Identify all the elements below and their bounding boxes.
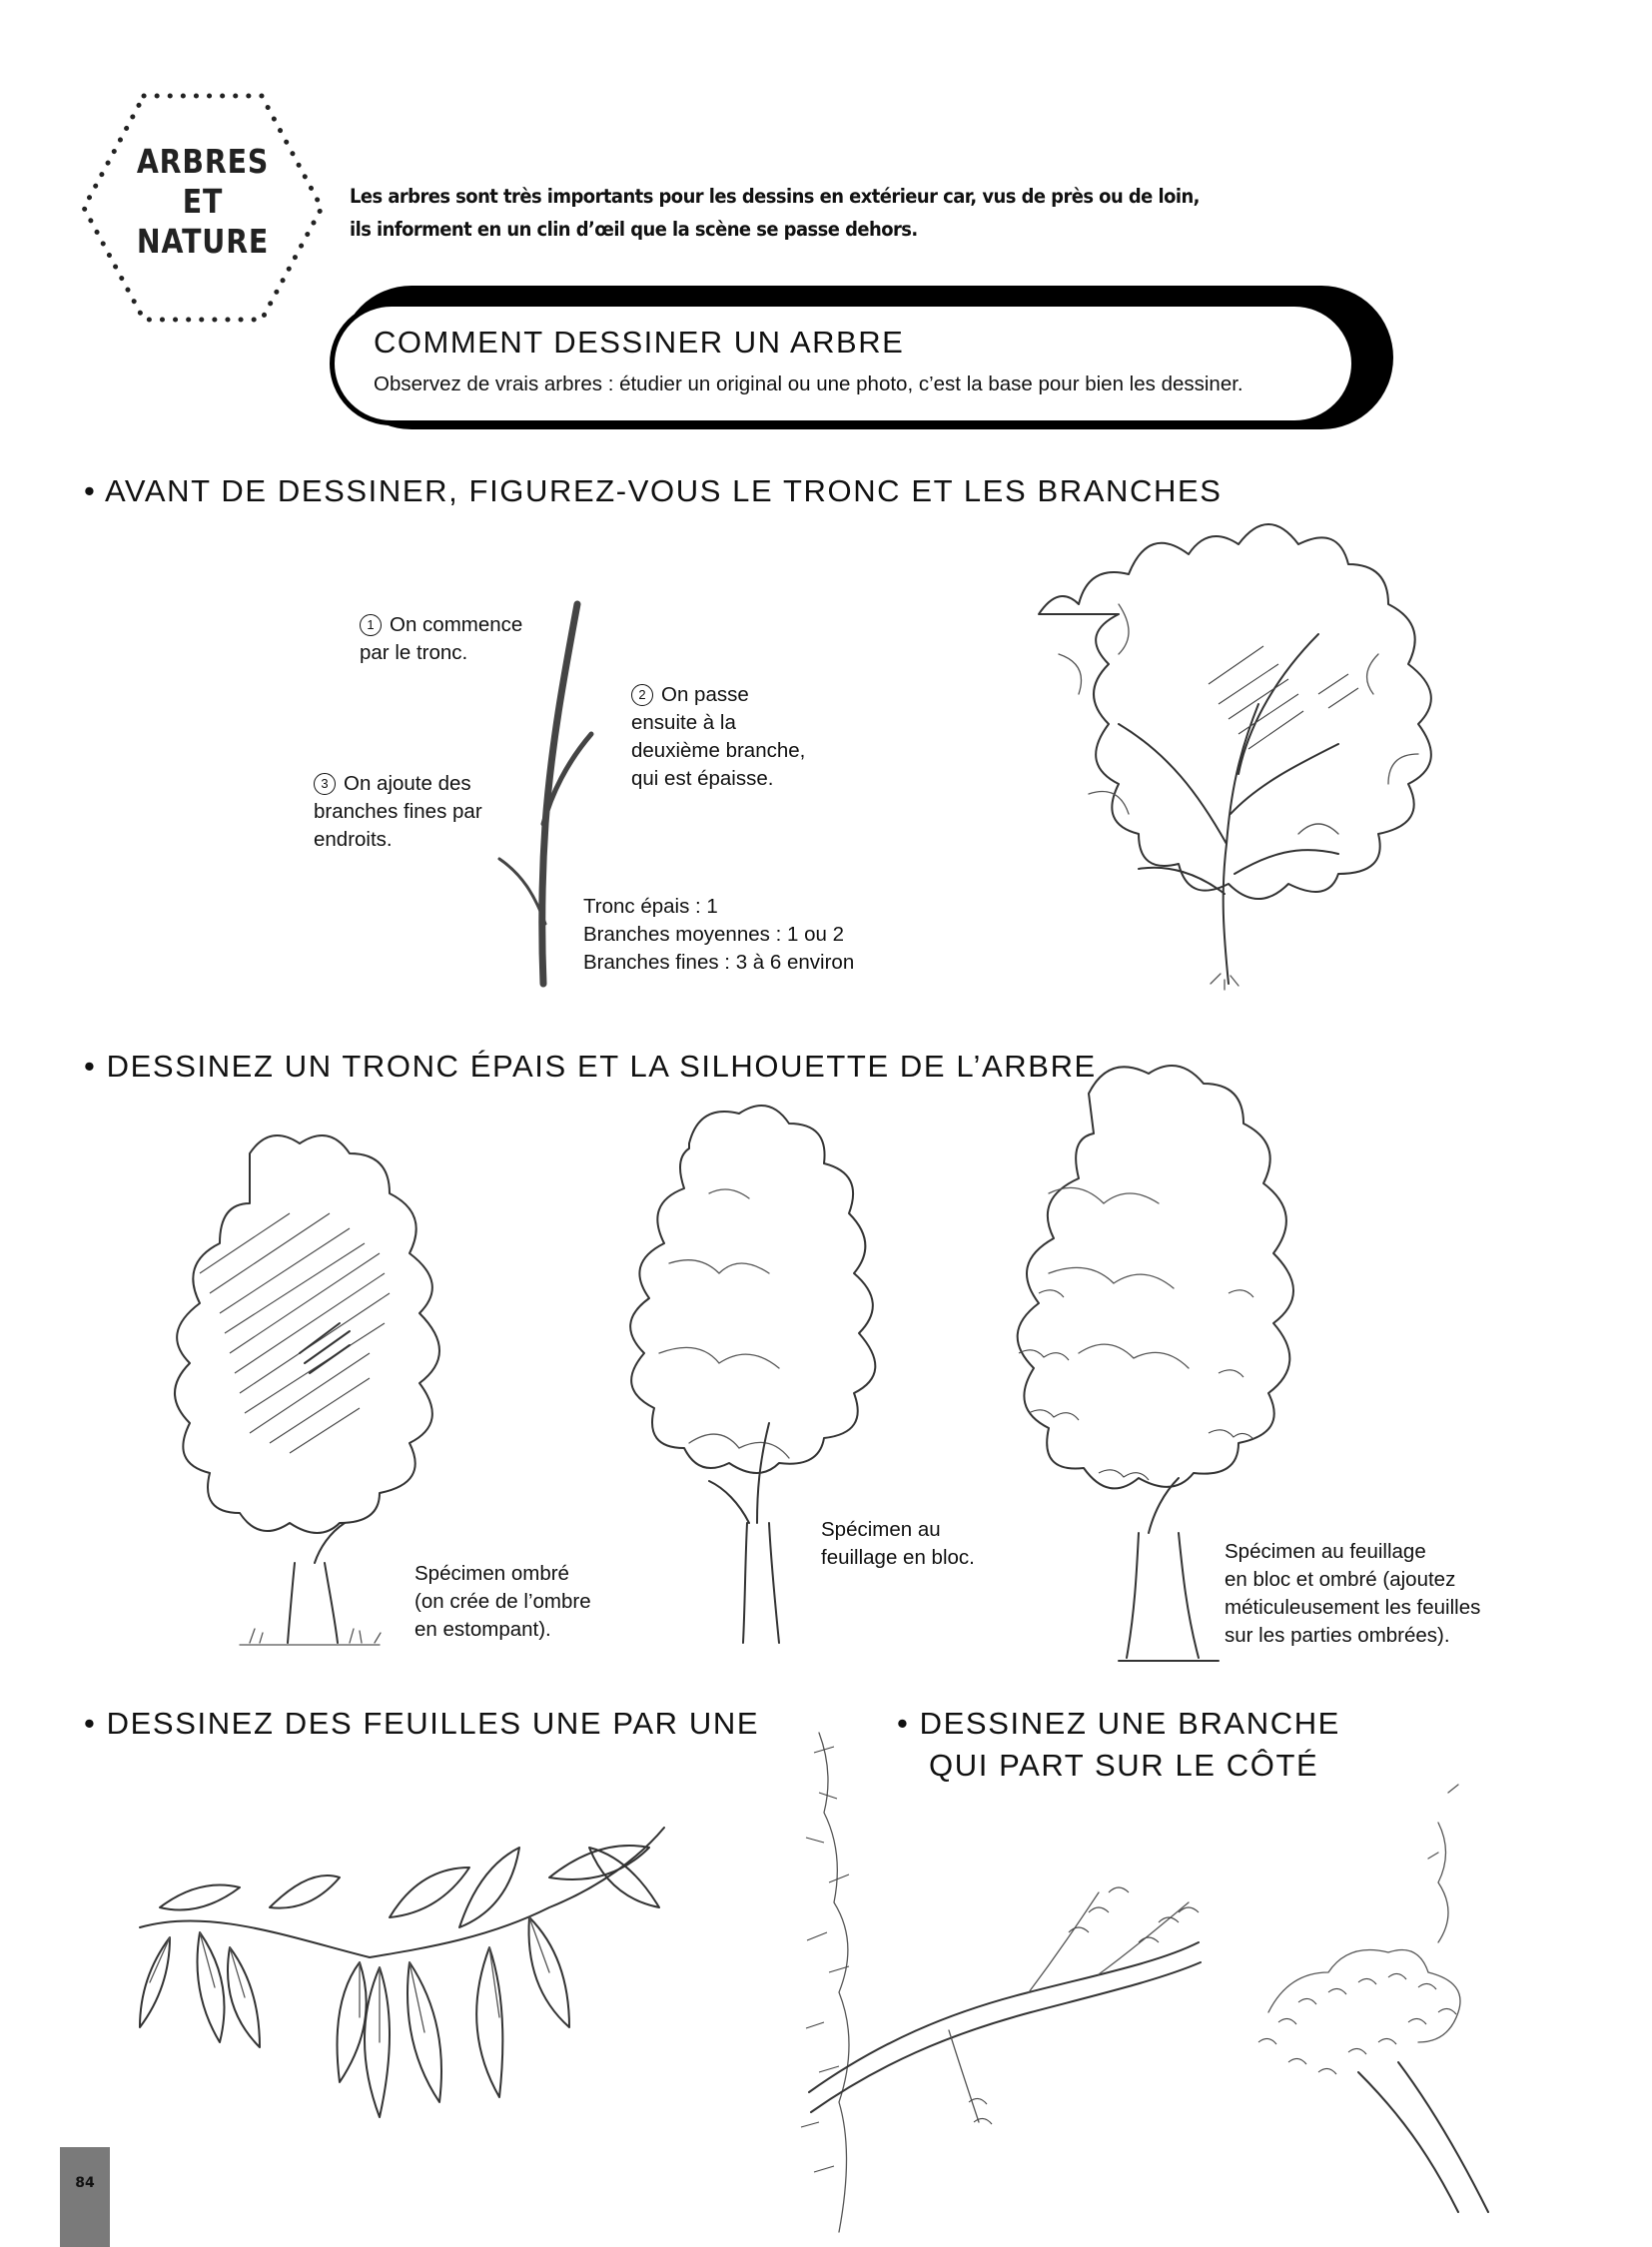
step-number-1: 1	[360, 614, 382, 636]
caption-block-shaded-line-1: Spécimen au feuillage	[1225, 1540, 1426, 1563]
page-number: 84	[75, 2175, 95, 2191]
step-3-line-2: branches fines par	[314, 800, 482, 823]
step-1-caption	[360, 611, 522, 667]
heading-trunk-branches: • AVANT DE DESSINER, FIGUREZ-VOUS LE TRONC ET LES BRANCHES	[84, 473, 1223, 508]
caption-shaded-line-3: en estompant).	[414, 1618, 551, 1641]
caption-block-specimen	[821, 1516, 975, 1572]
step-2-line-1: On passe	[661, 683, 749, 706]
step-1-line-2: par le tronc.	[360, 641, 468, 664]
tree-sketch-branches	[999, 494, 1538, 994]
side-branch-sketch	[799, 1713, 1548, 2242]
step-number-2: 2	[631, 684, 653, 706]
callout-box	[330, 302, 1356, 425]
count-fine-branches: Branches fines : 3 à 6 environ	[583, 951, 855, 974]
caption-block-shaded-line-4: sur les parties ombrées).	[1225, 1624, 1450, 1647]
count-trunk: Tronc épais : 1	[583, 895, 718, 918]
count-medium-branches: Branches moyennes : 1 ou 2	[583, 923, 844, 946]
caption-block-shaded-specimen	[1225, 1538, 1480, 1650]
step-1-line-1: On commence	[390, 613, 523, 636]
caption-shaded-line-1: Spécimen ombré	[414, 1562, 569, 1585]
heading-side-branch-line-2: QUI PART SUR LE CÔTÉ	[929, 1748, 1319, 1783]
heading-side-branch-line-1: • DESSINEZ UNE BRANCHE	[897, 1706, 1340, 1741]
callout-text: Observez de vrais arbres : étudier un original ou une photo, c’est la base pour bien les dessiner.	[374, 373, 1243, 395]
badge-line-2: ET	[182, 182, 224, 221]
caption-block-shaded-line-2: en bloc et ombré (ajoutez	[1225, 1568, 1456, 1591]
badge-line-3: NATURE	[136, 222, 270, 261]
caption-shaded-line-2: (on crée de l’ombre	[414, 1590, 591, 1613]
intro-paragraph	[350, 180, 1200, 246]
step-2-line-2: ensuite à la	[631, 711, 736, 734]
step-2-caption	[631, 681, 805, 793]
intro-line-1: Les arbres sont très importants pour les dessins en extérieur car, vus de près ou de loin,	[350, 185, 1200, 208]
leaves-sketch	[130, 1788, 669, 2187]
section-badge	[78, 90, 328, 326]
step-3-line-3: endroits.	[314, 828, 393, 851]
caption-block-line-2: feuillage en bloc.	[821, 1546, 975, 1569]
step-3-caption	[314, 770, 482, 854]
heading-trunk-silhouette: • DESSINEZ UN TRONC ÉPAIS ET LA SILHOUETTE DE L’ARBRE	[84, 1049, 1097, 1084]
caption-shaded-specimen	[414, 1560, 591, 1644]
heading-leaves: • DESSINEZ DES FEUILLES UNE PAR UNE	[84, 1706, 760, 1741]
step-3-line-1: On ajoute des	[344, 772, 471, 795]
page-number-tab	[60, 2147, 110, 2247]
caption-block-shaded-line-3: méticuleusement les feuilles	[1225, 1596, 1481, 1619]
intro-line-2: ils informent en un clin d’œil que la scène se passe dehors.	[350, 218, 918, 241]
badge-line-1: ARBRES	[136, 142, 270, 181]
step-2-line-3: deuxième branche,	[631, 739, 806, 762]
caption-block-line-1: Spécimen au	[821, 1518, 941, 1541]
branch-counts	[583, 893, 854, 977]
step-number-3: 3	[314, 773, 336, 795]
step-2-line-4: qui est épaisse.	[631, 767, 774, 790]
callout-title: COMMENT DESSINER UN ARBRE	[374, 325, 905, 360]
